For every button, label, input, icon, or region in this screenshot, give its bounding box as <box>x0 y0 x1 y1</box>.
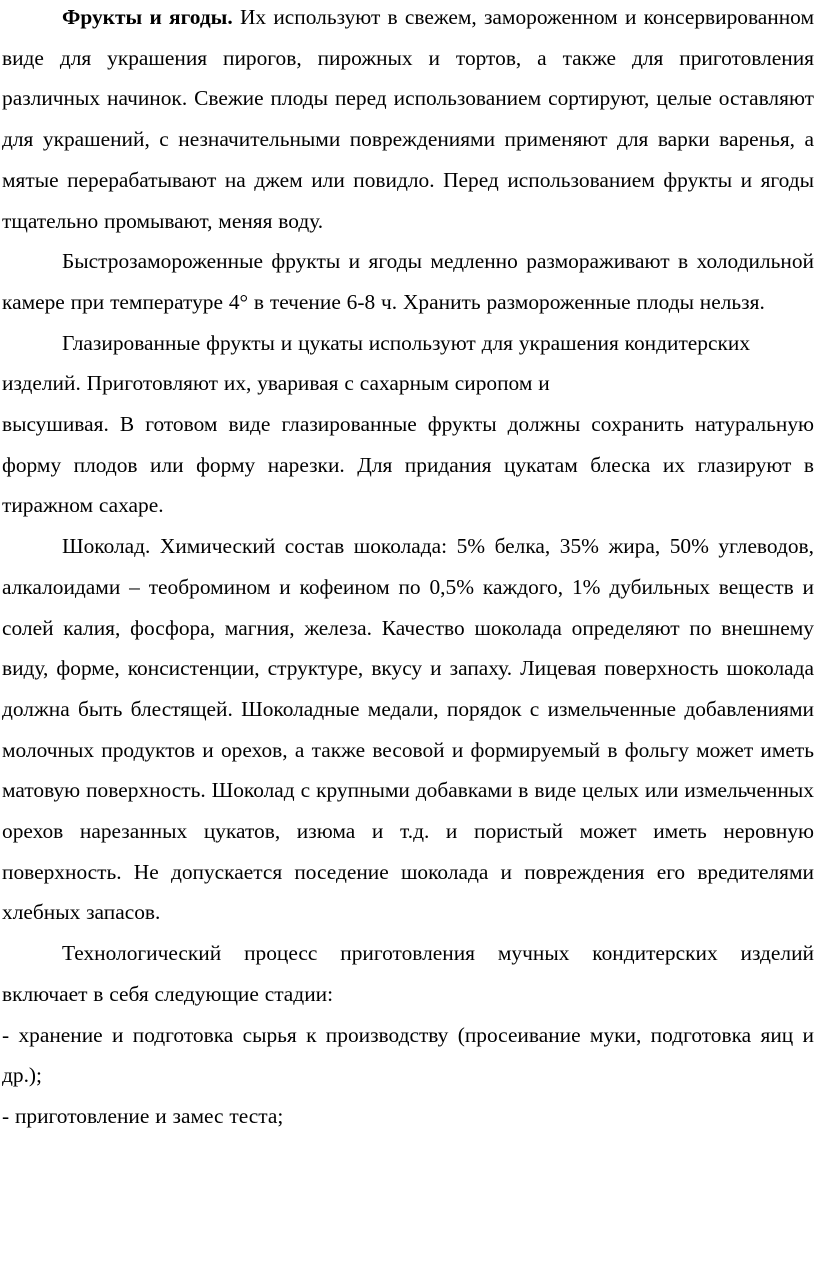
list-item-raw-materials: - хранение и подготовка сырья к производству (просеивание муки, подготовка яиц и др.); <box>2 1022 814 1088</box>
paragraph-technological-process: Технологический процесс приготовления мучных кондитерских изделий включает в себя следующие стадии: <box>2 941 814 1006</box>
paragraph-glazed-fruits-end: высушивая. В готовом виде глазированные фрукты должны сохранить натуральную форму плодов или форму нарезки. Для придания цукатам блеска их глазируют в тиражном сахаре. <box>2 412 814 518</box>
paragraph-chocolate: Шоколад. Химический состав шоколада: 5% белка, 35% жира, 50% углеводов, алкалоидами – теобромином и кофеином по 0,5% каждого, 1% дубильных веществ и солей калия, фосфора, магния, железа. Качество шоколада определяют по внешнему виду, форме, консистенции, структуре, вкусу и запаху. Лицевая поверхность шоколада должна быть блестящей. Шоколадные медали, порядок с измельченные добавлениями молочных продуктов и орехов, а также весовой и формируемый в фольгу может иметь матовую поверхность. Шоколад с крупными добавками в виде целых или измельченных орехов нарезанных цукатов, изюма и т.д. и пористый может иметь неровную поверхность. Не допускается поседение шоколада и повреждения его вредителями хлебных запасов. <box>2 534 814 925</box>
paragraph-heading-fruits: Фрукты и ягоды. <box>62 5 233 29</box>
paragraph-glazed-fruits-start: Глазированные фрукты и цукаты используют для украшения кондитерских изделий. Приготовляют их, уваривая с сахарным сиропом и <box>2 330 751 396</box>
list-item-dough: - приготовление и замес теста; <box>2 1103 284 1128</box>
paragraph-frozen-fruits: Быстрозамороженные фрукты и ягоды медленно размораживают в холодильной камере при температуре 4° в течение 6-8 ч. Хранить размороженные плоды нельзя. <box>2 249 814 314</box>
paragraph-fruits-berries <box>2 0 814 241</box>
paragraph-text-fruits: Их используют в свежем, замороженном и консервированном виде для украшения пирогов, пирожных и тортов, а также для приготовления различных начинок. Свежие плоды перед использованием сортируют, целые оставляют для украшений, с незначительными повреждениями применяют для варки варенья, а мятые перерабатывают на джем или повидло. Перед использованием фрукты и ягоды тщательно промывают, меняя воду. <box>2 5 814 233</box>
